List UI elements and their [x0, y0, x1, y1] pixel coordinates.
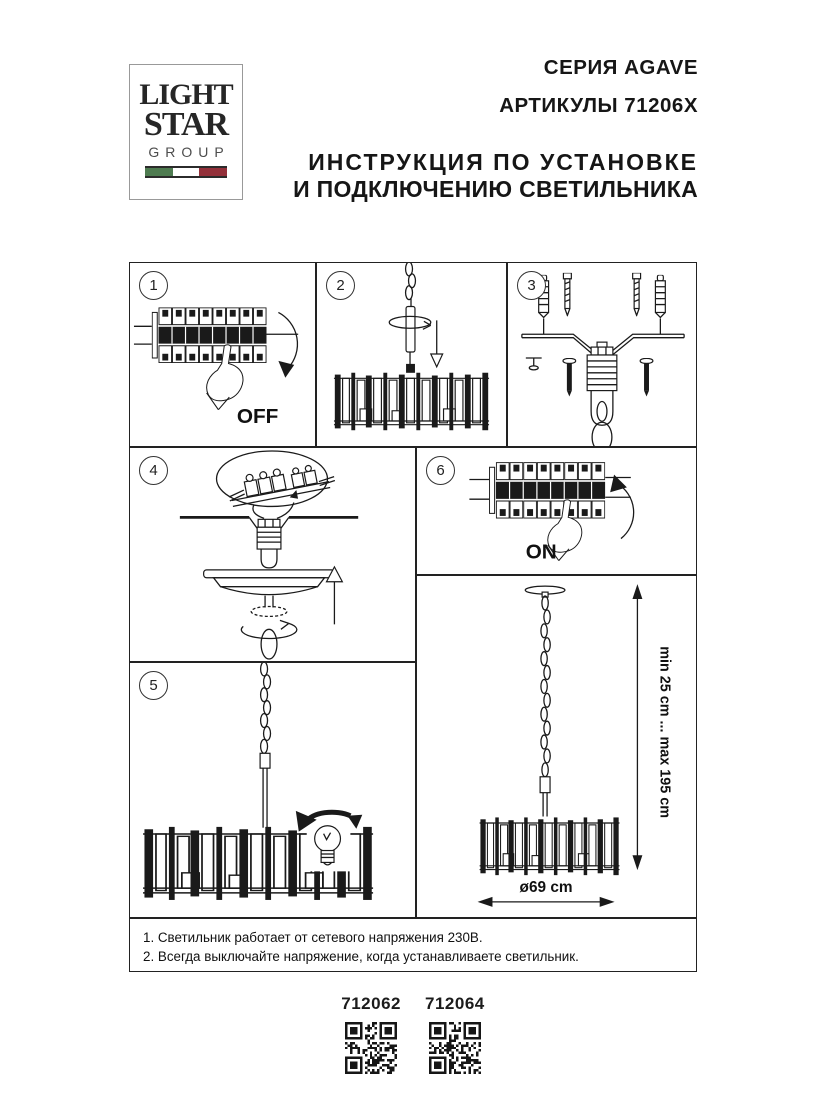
- bulb-install-diagram: [130, 663, 415, 917]
- lightstar-logo: [129, 64, 243, 200]
- product-code-1: 712062: [341, 994, 401, 1013]
- crystal-drum-shade: [480, 817, 620, 875]
- instruction-title-line2: И ПОДКЛЮЧЕНИЮ СВЕТИЛЬНИКА: [293, 176, 698, 202]
- product-codes: [0, 994, 826, 1079]
- qr-code-1: [345, 1022, 397, 1074]
- step-panel-1: [129, 262, 316, 447]
- on-label: ON: [525, 540, 557, 564]
- chain-connector: [540, 777, 550, 793]
- product-code-column: [425, 994, 485, 1079]
- screw-icon: [633, 273, 641, 316]
- wiring-canopy-diagram: [130, 448, 415, 661]
- ceiling-canopy: [204, 570, 335, 578]
- note-line-1: 1. Светильник работает от сетевого напряжения 230В.: [143, 930, 483, 945]
- washer-pin: [526, 358, 542, 366]
- gear-nut: [251, 607, 287, 617]
- circuit-breaker: [489, 463, 605, 519]
- off-label: OFF: [236, 405, 279, 429]
- header-text: [290, 56, 698, 203]
- product-code-column: [341, 994, 401, 1079]
- breaker-on-diagram: [417, 448, 696, 574]
- logo-word-light: LIGHT: [139, 78, 233, 111]
- height-range-label: min 25 cm ... max 195 cm: [656, 646, 673, 819]
- series-title: СЕРИЯ AGAVE: [543, 56, 698, 79]
- crystal-drum-shade: [334, 373, 489, 430]
- step-number-1: 1: [139, 271, 168, 300]
- italian-flag-stripe: [145, 166, 227, 178]
- logo-word-group: GROUP: [148, 144, 230, 160]
- articles-title: АРТИКУЛЫ 71206X: [499, 94, 698, 117]
- diameter-label: ø69 cm: [519, 878, 573, 896]
- black-screw-icon: [640, 358, 653, 396]
- step-number-2: 2: [326, 271, 355, 300]
- arrow-up-arc: [617, 483, 634, 538]
- note-line-2: 2. Всегда выключайте напряжение, когда устанавливаете светильник.: [143, 949, 579, 964]
- terminal-block: [226, 459, 337, 512]
- black-screw-icon: [563, 358, 576, 396]
- step-panel-2: [316, 262, 507, 447]
- threaded-coupler: [406, 307, 415, 353]
- instruction-title-line1: ИНСТРУКЦИЯ ПО УСТАНОВКЕ: [308, 149, 698, 175]
- rotation-arrow: [241, 623, 296, 638]
- step-panel-5: [129, 662, 416, 918]
- steps-grid: [129, 262, 697, 972]
- dimensions-panel: [416, 575, 697, 918]
- dimensions-diagram: [417, 576, 696, 917]
- product-code-2: 712064: [425, 994, 485, 1013]
- arrow-down-arc: [278, 312, 297, 367]
- chain-connector: [260, 753, 270, 768]
- wall-dowel-icon: [655, 275, 665, 318]
- step-panel-6: [416, 447, 697, 575]
- step-panel-3: [507, 262, 697, 447]
- step-number-3: 3: [517, 271, 546, 300]
- instruction-title: [290, 149, 698, 203]
- step-number-6: 6: [426, 456, 455, 485]
- step-panel-4: [129, 447, 416, 662]
- hook-loop: [591, 391, 613, 426]
- logo-word-star: STAR: [143, 106, 229, 143]
- circuit-breaker: [152, 308, 266, 363]
- safety-notes: [129, 918, 697, 972]
- screw-icon: [563, 273, 571, 316]
- qr-code-2: [429, 1022, 481, 1074]
- step-number-4: 4: [139, 456, 168, 485]
- step-number-5: 5: [139, 671, 168, 700]
